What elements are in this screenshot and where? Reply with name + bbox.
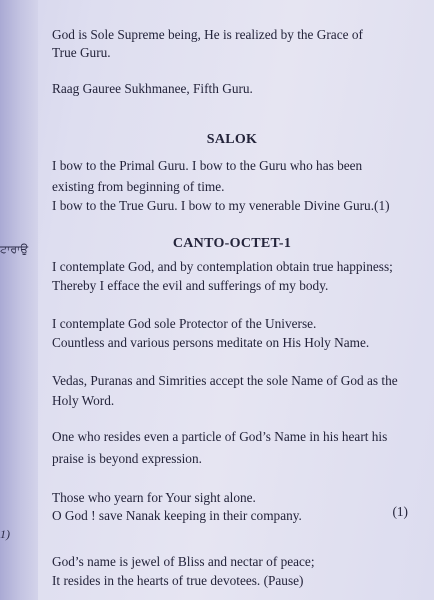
- verse-marker: (1): [392, 504, 408, 519]
- margin-gurmukhi-fragment: ਟਾਰਾਉ: [0, 243, 29, 256]
- canto-stanza4-line-2: praise is beyond expression.: [52, 451, 202, 466]
- canto-stanza3-line-1: Vedas, Puranas and Simrities accept the sole Name of God as the: [52, 373, 398, 388]
- canto-stanza3-line-2: Holy Word.: [52, 393, 115, 408]
- book-page: [52, 0, 412, 600]
- salok-line-1: I bow to the Primal Guru. I bow to the Guru who has been: [52, 158, 363, 173]
- salok-line-3: I bow to the True Guru. I bow to my venerable Divine Guru.(1): [52, 198, 390, 213]
- salok-heading: SALOK: [206, 132, 258, 147]
- intro-line-2: True Guru.: [52, 45, 111, 60]
- adjacent-page-edge: [0, 0, 38, 600]
- canto-stanza1-line-1: I contemplate God, and by contemplation obtain true happiness;: [52, 259, 393, 274]
- canto-stanza4-line-1: One who resides even a particle of God’s Name in his heart his: [52, 429, 388, 444]
- intro-line-1: God is Sole Supreme being, He is realized by the Grace of: [52, 27, 363, 42]
- canto-stanza2-line-2: Countless and various persons meditate on His Holy Name.: [52, 335, 370, 350]
- canto-stanza6-line-2: It resides in the hearts of true devotees. (Pause): [52, 573, 304, 588]
- canto-heading: CANTO-OCTET-1: [172, 236, 292, 251]
- salok-line-2: existing from beginning of time.: [52, 179, 225, 194]
- canto-stanza5-line-1: Those who yearn for Your sight alone.: [52, 490, 256, 505]
- raag-line: Raag Gauree Sukhmanee, Fifth Guru.: [52, 81, 253, 96]
- canto-stanza5-line-2: O God ! save Nanak keeping in their company.: [52, 508, 302, 523]
- canto-stanza2-line-1: I contemplate God sole Protector of the Universe.: [52, 316, 317, 331]
- margin-verse-number-fragment: 1): [0, 527, 10, 541]
- canto-stanza1-line-2: Thereby I efface the evil and sufferings of my body.: [52, 278, 329, 293]
- canto-stanza6-line-1: God’s name is jewel of Bliss and nectar of peace;: [52, 554, 315, 569]
